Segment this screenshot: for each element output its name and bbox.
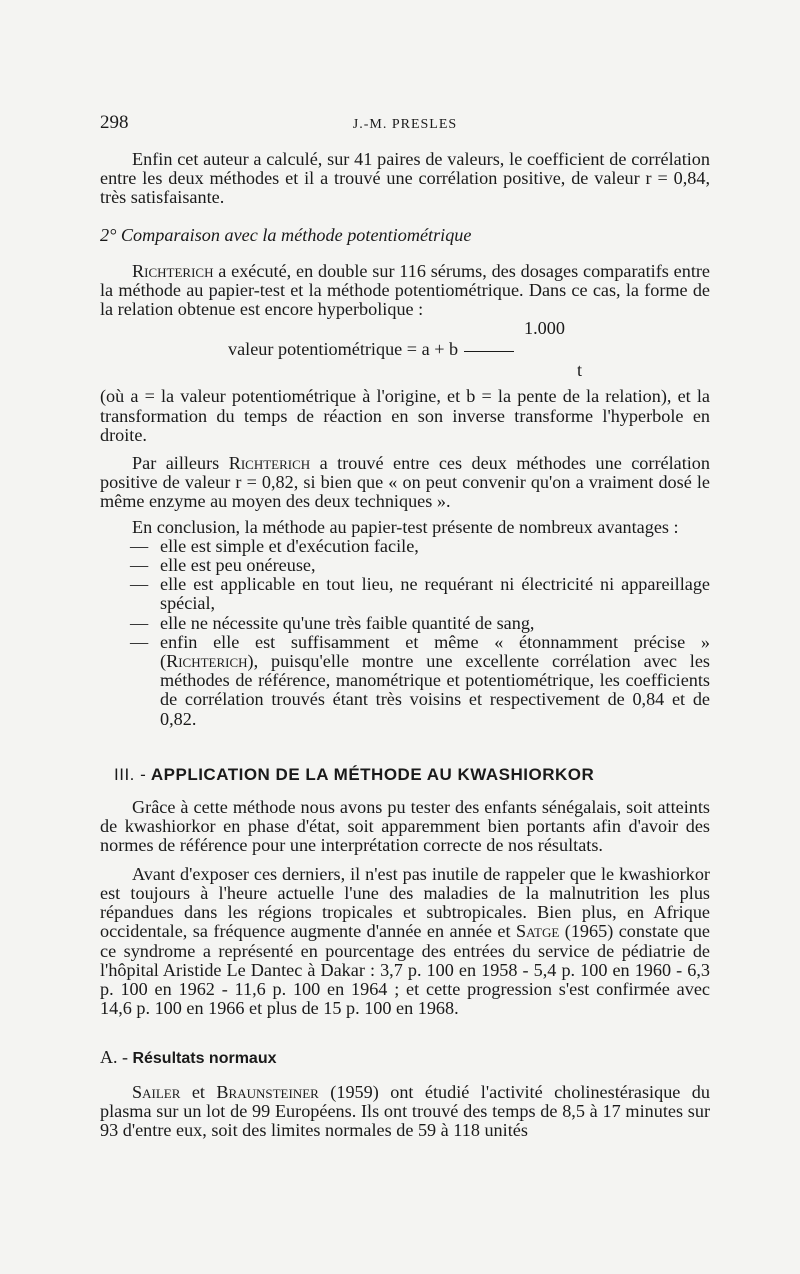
formula xyxy=(100,319,710,383)
formula-denominator: t xyxy=(577,360,583,381)
list-item xyxy=(130,633,710,729)
paragraph-text: (1959) ont étudié l'activité cholinestérasique du plasma sur un lot de 99 Européens. Ils ont trouvé des temps de 8,5 à 17 minutes sur 93 d'entre eux, soit des limites normales de 59 à 118 unités xyxy=(100,1081,710,1140)
formula-numerator: 1.000 xyxy=(524,318,565,339)
list-dash: — xyxy=(130,631,149,652)
list-item xyxy=(130,614,710,633)
author-name: Richterich xyxy=(228,453,311,474)
formula-lhs: valeur potentiométrique = a + b xyxy=(228,339,459,360)
paragraph-text: a trouvé entre ces deux méthodes une corrélation positive de valeur r = 0,82, si bien que « on peut convenir qu'on a vraiment dosé le même enzyme au moyen des deux techniques ». xyxy=(100,453,710,512)
section-number: III. - xyxy=(114,764,147,784)
list-dash: — xyxy=(130,535,149,556)
page-number: 298 xyxy=(100,112,129,133)
list-dash: — xyxy=(130,612,149,633)
formula-main xyxy=(228,340,514,359)
subheading-potentiometric xyxy=(100,226,710,245)
advantages-list xyxy=(100,537,710,729)
section-heading-a xyxy=(100,1048,710,1068)
section-heading-iii xyxy=(114,765,710,784)
paragraph-richterich xyxy=(100,262,710,320)
author-name: Richterich xyxy=(166,651,248,672)
paragraph-correlation: Enfin cet auteur a calculé, sur 41 paires de valeurs, le coefficient de corrélation entre les deux méthodes et il a trouvé une corrélation positive, de valeur r = 0,84, très satisfaisante. xyxy=(100,149,710,208)
subheading-number: 2° xyxy=(100,224,117,245)
paragraph-text-pre: Par ailleurs xyxy=(132,453,229,474)
section-title: Résultats normaux xyxy=(132,1050,277,1068)
paragraph-normal-results xyxy=(100,1083,710,1141)
paragraph-text-pre: Avant d'exposer ces derniers, il n'est pas inutile de rappeler que le kwashiorkor est toujours à l'heure actuelle l'une des maladies de la malnutrition les plus répandues dans les régions tropicales et subtropicales. Bien plus, en Afrique occidentale, sa fréquence augmente d'année en année et xyxy=(100,863,710,942)
list-item-text: elle est applicable en tout lieu, ne requérant ni électricité ni appareillage spécial, xyxy=(160,574,710,614)
list-item-text-post: ), puisqu'elle montre une excellente corrélation avec les méthodes de référence, manométrique et potentiométrique, les coefficients de corrélation trouvés étant très voisins et respectivement de 0,84 et de 0,82. xyxy=(160,651,710,729)
paragraph-text: a exécuté, en double sur 116 sérums, des dosages comparatifs entre la méthode au papier-test et la méthode potentiométrique. Dans ce cas, la forme de la relation obtenue est encore hyperbolique : xyxy=(100,260,710,320)
author-name: Braunsteiner xyxy=(216,1081,319,1102)
subheading-title: Comparaison avec la méthode potentiométrique xyxy=(120,224,472,245)
list-item-text-pre: enfin elle est suffisamment et même « étonnamment précise » ( xyxy=(160,631,710,672)
list-item xyxy=(130,537,710,556)
page-header xyxy=(100,112,710,142)
paragraph-text-mid: et xyxy=(180,1081,217,1102)
list-item xyxy=(130,575,710,613)
section-number: A. - xyxy=(100,1047,128,1068)
author-name: Richterich xyxy=(132,260,214,281)
author-name: Sailer xyxy=(132,1081,181,1102)
list-item-text: elle ne nécessite qu'une très faible quantité de sang, xyxy=(160,612,535,633)
list-dash: — xyxy=(130,555,149,576)
fraction-bar xyxy=(464,351,514,352)
paragraph-text: (1965) constate que ce syndrome a représenté en pourcentage des entrées du service de pédiatrie de l'hôpital Aristide Le Dantec à Dakar : 3,7 p. 100 en 1958 - 5,4 p. 100 en 1960 - 6,3 p. 100 en 1962 - 11,6 p. 100 en 1964 ; et cette progression s'est confirmée avec 14,6 p. 100 en 1966 et plus de 15 p. 100 en 1968. xyxy=(100,921,711,1019)
paragraph-method-test: Grâce à cette méthode nous avons pu tester des enfants sénégalais, soit atteints de kwashiorkor en phase d'état, soit apparemment bien portants afin d'avoir des normes de référence pour une interprétation correcte de nos résultats. xyxy=(100,797,710,856)
paragraph-formula-explanation: (où a = la valeur potentiométrique à l'origine, et b = la pente de la relation), et la transformation du temps de réaction en son inverse transforme l'hyperbole en droite. xyxy=(100,386,710,445)
paragraph-richterich-correlation xyxy=(100,454,710,512)
author-name: Satge xyxy=(515,921,560,942)
paragraph-conclusion: En conclusion, la méthode au papier-test présente de nombreux avantages : xyxy=(132,516,679,537)
list-item-text: elle est simple et d'exécution facile, xyxy=(160,535,419,556)
page-body xyxy=(100,150,710,1140)
paragraph-kwashiorkor xyxy=(100,865,710,1019)
section-title: APPLICATION DE LA MÉTHODE AU KWASHIORKOR xyxy=(150,764,595,784)
list-dash: — xyxy=(130,574,149,595)
list-item xyxy=(130,556,710,575)
list-item-text: elle est peu onéreuse, xyxy=(160,555,316,576)
running-head: J.-M. PRESLES xyxy=(352,117,458,132)
